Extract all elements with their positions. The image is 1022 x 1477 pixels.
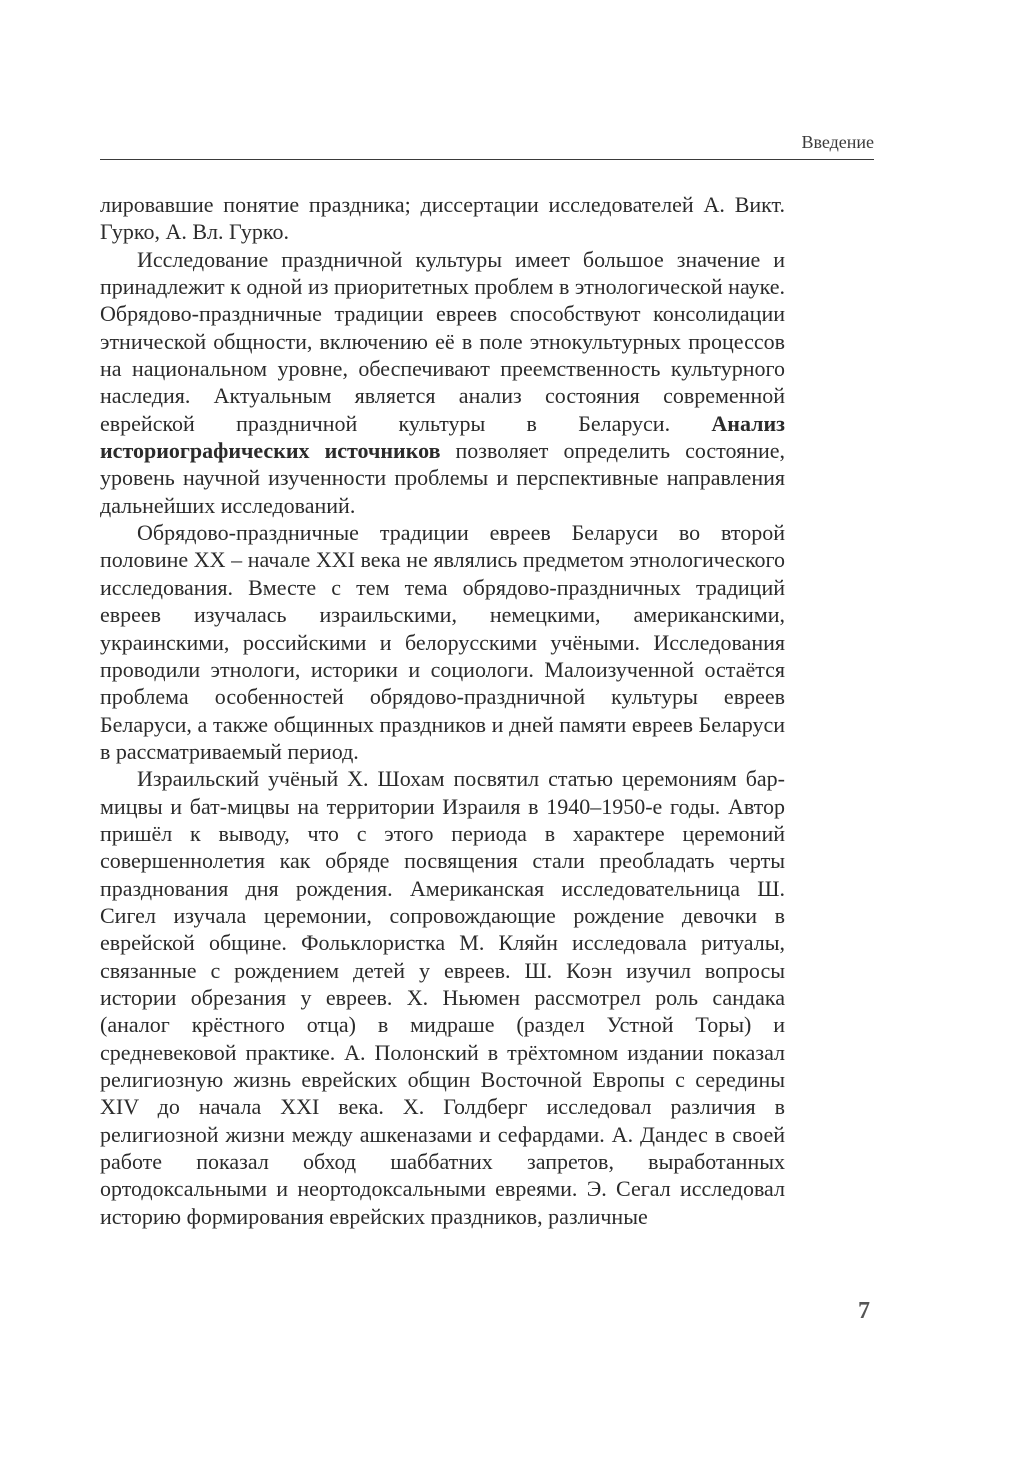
paragraph-text-before-bold: Исследование праздничной культуры имеет большое значение и принадлежит к одной из приоритетных проблем в этнологической науке. Обрядово-праздничные традиции евреев способствуют консолидации этнической общности, включению её в поле этнокультурных процессов на национальном уровне, обеспечивают преемственность культурного наследия. Актуальным является анализ состояния современной еврейской праздничной культуры в Беларуси. [100, 246, 785, 436]
running-head-title: Введение [801, 132, 874, 152]
running-head [100, 131, 874, 160]
bold-phrase: Анализ историографических источников [100, 410, 785, 464]
body-text [100, 191, 785, 1230]
page-number: 7 [858, 1298, 870, 1324]
paragraph-traditions: Обрядово-праздничные традиции евреев Беларуси во второй половине XX – начале XXI века не являлись предметом этнологического исследования. Вместе с тем тема обрядово-праздничных традиций евреев изучалась израильскими, немецкими, американскими, украинскими, российскими и белорусскими учёными. Исследования проводили этнологи, историки и социологи. Малоизученной остаётся проблема особенностей обрядово-праздничной культуры евреев Беларуси, а также общинных праздников и дней памяти евреев Беларуси в рассматриваемый период. [100, 520, 785, 764]
paragraph-research-importance [100, 246, 785, 519]
paragraph-continued: лировавшие понятие праздника; диссертации исследователей А. Викт. Гурко, А. Вл. Гурко. [100, 192, 785, 245]
paragraph-scholars: Израильский учёный Х. Шохам посвятил статью церемониям бар-мицвы и бат-мицвы на территории Израиля в 1940–1950-е годы. Автор пришёл к выводу, что с этого периода в характере церемоний совершеннолетия как обряде посвящения стали преобладать черты празднования дня рождения. Американская исследовательница Ш. Сигел изучала церемонии, сопровождающие рождение девочки в еврейской общине. Фольклористка М. Кляйн исследовала ритуалы, связанные с рождением детей у евреев. Ш. Коэн изучил вопросы истории обрезания у евреев. Х. Ньюмен рассмотрел роль сандака (аналог крёстного отца) в мидраше (раздел Устной Торы) и средневековой практике. А. Полонский в трёхтомном издании показал религиозную жизнь еврейских общин Восточной Европы с середины XIV до начала XXI века. Х. Голдберг исследовал различия в религиозной жизни между ашкеназами и сефардами. А. Дандес в своей работе показал обход шаббатних запретов, выработанных ортодоксальными и неортодоксальными евреями. Э. Сегал исследовал историю формирования еврейских праздников, различные [100, 766, 785, 1229]
paragraph-text-after-bold: позволяет определить состояние, уровень научной изученности проблемы и перспективные направления дальнейших исследований. [100, 438, 786, 518]
